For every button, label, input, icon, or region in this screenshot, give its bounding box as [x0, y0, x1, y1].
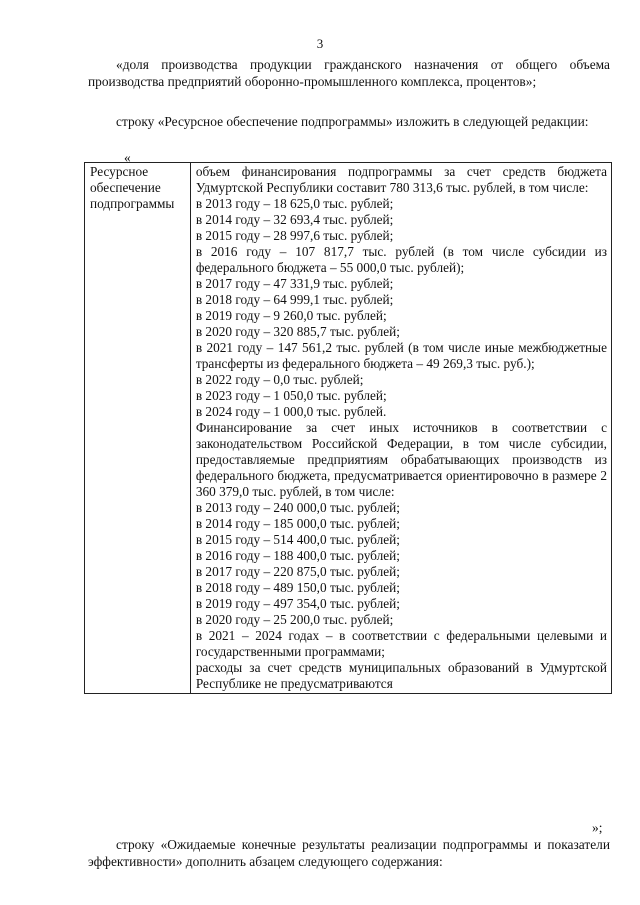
instruction-paragraph: строку «Ресурсное обеспечение подпрограммы» изложить в следующей редакции:	[116, 114, 589, 129]
content-line: в 2021 году – 147 561,2 тыс. рублей (в том числе иные межбюджетные трансферты из федерального бюджета – 49 269,3 тыс. руб.);	[195, 340, 607, 371]
content-line: в 2024 году – 1 000,0 тыс. рублей.	[195, 404, 387, 419]
content-line: в 2017 году – 47 331,9 тыс. рублей;	[195, 276, 394, 291]
closing-quote: »;	[592, 820, 603, 835]
content-line: в 2020 году – 320 885,7 тыс. рублей;	[195, 324, 400, 339]
content-line: в 2018 году – 489 150,0 тыс. рублей;	[195, 580, 400, 595]
content-line: в 2013 году – 240 000,0 тыс. рублей;	[195, 500, 400, 515]
content-line: в 2017 году – 220 875,0 тыс. рублей;	[195, 564, 400, 579]
content-line: в 2022 году – 0,0 тыс. рублей;	[195, 372, 364, 387]
content-line: объем финансирования подпрограммы за счет средств бюджета Удмуртской Республики составит 780 313,6 тыс. рублей, в том числе:	[195, 164, 607, 195]
row-content	[190, 163, 611, 694]
final-paragraph: строку «Ожидаемые конечные результаты реализации подпрограммы и показатели эффективности» дополнить абзацем следующего содержания:	[88, 837, 610, 869]
content-line: в 2020 году – 25 200,0 тыс. рублей;	[195, 612, 394, 627]
content-line: в 2018 году – 64 999,1 тыс. рублей;	[195, 292, 394, 307]
opening-quote: «	[124, 150, 131, 165]
content-line: в 2019 году – 497 354,0 тыс. рублей;	[195, 596, 400, 611]
content-line: в 2014 году – 32 693,4 тыс. рублей;	[195, 212, 394, 227]
table-row	[85, 163, 612, 694]
page-number: 3	[316, 36, 324, 51]
content-line: в 2019 году – 9 260,0 тыс. рублей;	[195, 308, 387, 323]
content-line: расходы за счет средств муниципальных образований в Удмуртской Республике не предусматриваются	[195, 660, 607, 691]
resource-table	[84, 162, 612, 694]
content-line: в 2021 – 2024 годах – в соответствии с федеральными целевыми и государственными программами;	[195, 628, 607, 659]
content-line: в 2013 году – 18 625,0 тыс. рублей;	[195, 196, 394, 211]
content-line: Финансирование за счет иных источников в соответствии с законодательством Российской Федерации, в том числе субсидии, предоставляемые предприятиям обрабатывающих производств из федерального бюджета, предусматривается ориентировочно в размере 2 360 379,0 тыс. рублей, в том числе:	[195, 420, 607, 499]
row-label: Ресурсное обеспечение подпрограммы	[85, 163, 191, 694]
content-line: в 2016 году – 107 817,7 тыс. рублей (в том числе субсидии из федерального бюджета – 55 000,0 тыс. рублей);	[195, 244, 607, 275]
content-line: в 2015 году – 514 400,0 тыс. рублей;	[195, 532, 400, 547]
intro-paragraph: «доля производства продукции гражданского назначения от общего объема производства предприятий оборонно-промышленного комплекса, процентов»;	[88, 57, 610, 89]
content-line: в 2023 году – 1 050,0 тыс. рублей;	[195, 388, 387, 403]
content-line: в 2015 году – 28 997,6 тыс. рублей;	[195, 228, 394, 243]
content-line: в 2014 году – 185 000,0 тыс. рублей;	[195, 516, 400, 531]
content-line: в 2016 году – 188 400,0 тыс. рублей;	[195, 548, 400, 563]
